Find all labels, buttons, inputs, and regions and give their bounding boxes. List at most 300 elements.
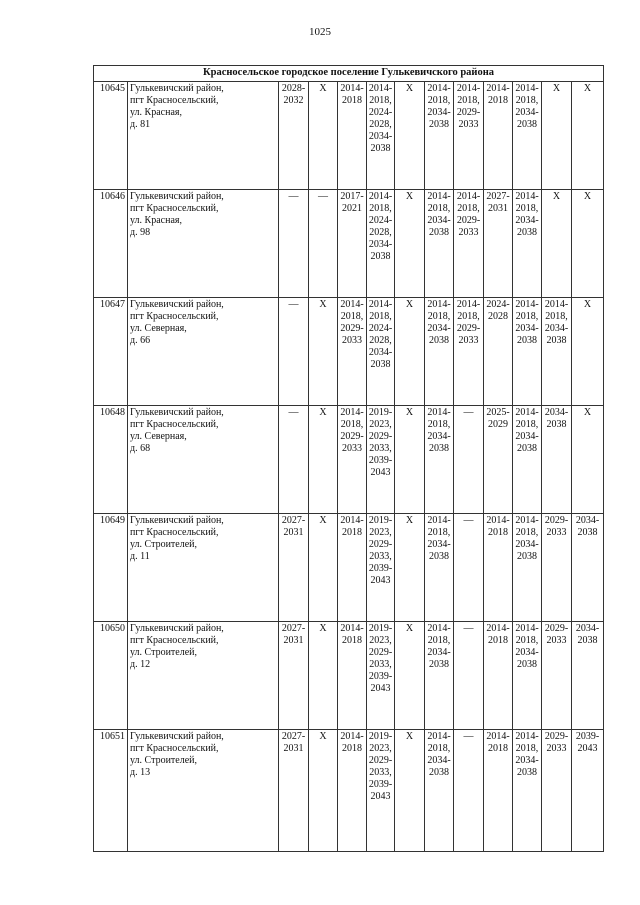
period-line: 2033 (458, 335, 479, 346)
period-line: 2034- (515, 107, 539, 118)
period-line: 2028 (488, 311, 508, 322)
period-cell (425, 730, 454, 852)
address-line: пгт Красносельский, (130, 95, 219, 106)
table-row (94, 514, 604, 622)
address-line: д. 66 (130, 335, 151, 346)
period-line: 2029- (544, 731, 569, 742)
period-line: 2038 (370, 143, 391, 154)
period-cell (454, 190, 484, 298)
period-cell (572, 730, 604, 852)
period-line: 2034- (575, 623, 600, 634)
period-line: 2031 (283, 635, 304, 646)
period-line: — (288, 407, 299, 418)
period-line: 2034- (368, 131, 393, 142)
period-line: 2014- (515, 623, 539, 634)
period-line: 2039- (368, 563, 393, 574)
period-line: — (288, 299, 299, 310)
period-line: 2038 (429, 443, 449, 454)
period-line: 2029 (488, 419, 508, 430)
table-row (94, 406, 604, 514)
period-line: 2018 (488, 527, 508, 538)
period-line: X (405, 407, 414, 418)
period-cell (425, 514, 454, 622)
period-line: — (463, 407, 474, 418)
period-line: 2028- (281, 83, 306, 94)
period-line: 2024- (368, 215, 393, 226)
period-line: 2029- (456, 323, 481, 334)
period-line: 2024- (368, 323, 393, 334)
address-line: пгт Красносельский, (130, 743, 219, 754)
period-cell (309, 298, 338, 406)
row-number: 10648 (94, 406, 128, 514)
period-line: 2014- (340, 299, 364, 310)
period-line: 2029- (340, 431, 364, 442)
address-line: д. 68 (130, 443, 151, 454)
address-line: Гулькевичский район, (130, 731, 224, 742)
period-line: 2014- (515, 731, 539, 742)
period-line: 2027- (281, 515, 306, 526)
period-line: 2017- (340, 191, 364, 202)
period-line: 2018, (427, 95, 451, 106)
period-cell (279, 622, 309, 730)
period-cell (513, 730, 542, 852)
period-cell (338, 298, 367, 406)
period-cell (338, 82, 367, 190)
period-line: 2014- (544, 299, 569, 310)
address-line: ул. Строителей, (130, 647, 198, 658)
period-line: 2029- (456, 215, 481, 226)
period-line: 2033 (546, 635, 567, 646)
period-line: 2014- (427, 407, 451, 418)
period-cell (484, 730, 513, 852)
period-cell (395, 190, 425, 298)
period-line: 2033 (546, 527, 567, 538)
period-cell (572, 82, 604, 190)
period-cell (513, 406, 542, 514)
period-line: 2039- (368, 455, 393, 466)
period-line: 2018, (427, 635, 451, 646)
period-line: 2033, (369, 767, 392, 778)
period-line: 2014- (486, 515, 510, 526)
period-line: 2018 (342, 95, 362, 106)
period-line: 2038 (517, 659, 537, 670)
period-line: X (405, 515, 414, 526)
period-line: 2014- (427, 731, 451, 742)
period-line: 2014- (368, 83, 393, 94)
period-line: 2028, (369, 335, 392, 346)
period-line: 2014- (486, 83, 510, 94)
period-line: 2034- (515, 755, 539, 766)
period-line: 2029- (544, 623, 569, 634)
row-number: 10651 (94, 730, 128, 852)
period-line: 2014- (456, 191, 481, 202)
period-cell (338, 730, 367, 852)
address-line: Гулькевичский район, (130, 191, 224, 202)
period-line: 2038 (517, 767, 537, 778)
address-cell (128, 514, 279, 622)
period-line: 2038 (517, 443, 537, 454)
period-line: 2014- (456, 299, 481, 310)
address-line: пгт Красносельский, (130, 635, 219, 646)
period-line: 2034- (515, 323, 539, 334)
address-line: Гулькевичский район, (130, 299, 224, 310)
period-line: 2033 (342, 335, 362, 346)
period-cell (572, 514, 604, 622)
period-line: 2033 (458, 227, 479, 238)
period-line: 2027- (281, 731, 306, 742)
period-line: 2043 (370, 791, 391, 802)
period-line: 2018 (488, 743, 508, 754)
period-line: 2038 (577, 527, 598, 538)
table-row (94, 82, 604, 190)
period-line: 2039- (575, 731, 600, 742)
period-line: 2025- (486, 407, 510, 418)
period-line: 2027- (281, 623, 306, 634)
period-line: 2034- (575, 515, 600, 526)
period-cell (484, 298, 513, 406)
period-cell (279, 82, 309, 190)
period-cell (309, 82, 338, 190)
period-line: 2018 (342, 527, 362, 538)
period-cell (425, 82, 454, 190)
period-line: X (405, 191, 414, 202)
address-cell (128, 622, 279, 730)
address-line: д. 11 (130, 551, 150, 562)
section-header-row (94, 66, 604, 82)
period-cell (572, 622, 604, 730)
period-line: 2018, (457, 311, 480, 322)
period-cell (309, 730, 338, 852)
row-number: 10650 (94, 622, 128, 730)
period-line: 2033 (342, 443, 362, 454)
period-cell (279, 190, 309, 298)
period-line: 2014- (427, 515, 451, 526)
period-line: 2029- (456, 107, 481, 118)
period-line: 2018, (340, 311, 364, 322)
period-line: 2034- (427, 647, 451, 658)
period-line: 2014- (427, 299, 451, 310)
period-cell (395, 514, 425, 622)
period-line: 2038 (517, 119, 537, 130)
period-cell (572, 298, 604, 406)
period-line: 2018, (515, 527, 539, 538)
period-line: 2038 (370, 359, 391, 370)
period-cell (367, 190, 395, 298)
period-line: 2018, (515, 95, 539, 106)
period-line: 2038 (577, 635, 598, 646)
period-cell (542, 514, 572, 622)
period-cell (484, 514, 513, 622)
period-cell (279, 514, 309, 622)
period-line: 2023, (369, 635, 392, 646)
period-line: 2034- (368, 239, 393, 250)
period-line: 2038 (517, 551, 537, 562)
period-line: 2014- (515, 83, 539, 94)
period-line: 2018 (342, 743, 362, 754)
period-line: X (319, 299, 327, 310)
period-cell (513, 514, 542, 622)
period-line: 2018, (427, 311, 451, 322)
period-line: 2038 (429, 119, 449, 130)
period-line: X (319, 623, 327, 634)
period-line: 2018, (515, 743, 539, 754)
period-cell (395, 406, 425, 514)
period-line: 2034- (515, 539, 539, 550)
address-line: ул. Строителей, (130, 755, 198, 766)
period-line: 2024- (368, 107, 393, 118)
address-cell (128, 190, 279, 298)
period-line: 2019- (368, 731, 393, 742)
period-line: 2034- (427, 323, 451, 334)
address-line: ул. Северная, (130, 323, 187, 334)
period-line: 2034- (427, 539, 451, 550)
period-line: 2043 (577, 743, 598, 754)
period-line: 2014- (340, 515, 364, 526)
period-cell (542, 82, 572, 190)
period-line: 2034- (427, 107, 451, 118)
period-line: 2033 (546, 743, 567, 754)
section-title: Красносельское городское поселение Гулькевичского района (94, 66, 604, 82)
period-line: 2028, (369, 227, 392, 238)
period-cell (484, 622, 513, 730)
period-line: X (405, 623, 414, 634)
address-line: Гулькевичский район, (130, 515, 224, 526)
period-line: X (319, 515, 327, 526)
period-line: 2038 (429, 659, 449, 670)
period-cell (542, 190, 572, 298)
period-line: 2033, (369, 443, 392, 454)
period-line: 2043 (370, 575, 391, 586)
period-line: 2014- (340, 623, 364, 634)
period-line: 2023, (369, 419, 392, 430)
period-cell (454, 82, 484, 190)
period-line: 2038 (546, 335, 567, 346)
period-line: 2031 (283, 527, 304, 538)
table-row (94, 730, 604, 852)
period-line: 2018, (515, 203, 539, 214)
period-line: 2018, (369, 95, 392, 106)
period-line: 2014- (340, 731, 364, 742)
period-line: — (463, 623, 474, 634)
address-cell (128, 298, 279, 406)
table-row (94, 190, 604, 298)
period-line: X (319, 731, 327, 742)
period-cell (367, 298, 395, 406)
period-line: X (405, 299, 414, 310)
period-line: 2038 (429, 767, 449, 778)
period-line: 2043 (370, 683, 391, 694)
period-cell (309, 622, 338, 730)
period-line: 2039- (368, 671, 393, 682)
period-line: 2034- (544, 323, 569, 334)
period-cell (484, 82, 513, 190)
period-line: 2038 (429, 227, 449, 238)
period-line: 2019- (368, 515, 393, 526)
period-line: 2029- (544, 515, 569, 526)
period-line: 2038 (517, 335, 537, 346)
period-line: 2018, (545, 311, 568, 322)
period-line: 2018, (515, 311, 539, 322)
period-cell (513, 190, 542, 298)
period-line: 2014- (486, 623, 510, 634)
address-line: ул. Красная, (130, 107, 182, 118)
address-line: д. 81 (130, 119, 151, 130)
period-line: 2014- (515, 515, 539, 526)
period-line: X (552, 83, 561, 94)
address-line: д. 12 (130, 659, 151, 670)
period-line: 2038 (429, 551, 449, 562)
period-line: 2018 (488, 635, 508, 646)
period-cell (484, 190, 513, 298)
address-line: Гулькевичский район, (130, 83, 224, 94)
period-cell (513, 622, 542, 730)
period-line: 2033 (458, 119, 479, 130)
period-line: — (463, 515, 474, 526)
period-line: — (318, 191, 328, 202)
address-line: д. 13 (130, 767, 151, 778)
period-line: 2034- (515, 215, 539, 226)
period-cell (513, 298, 542, 406)
period-line: 2029- (368, 647, 393, 658)
period-line: X (583, 83, 592, 94)
period-line: 2018, (515, 635, 539, 646)
period-cell (542, 730, 572, 852)
period-line: 2018, (427, 743, 451, 754)
period-line: 2014- (456, 83, 481, 94)
period-line: 2038 (429, 335, 449, 346)
period-line: 2038 (517, 227, 537, 238)
period-line: 2014- (368, 299, 393, 310)
period-line: 2043 (370, 467, 391, 478)
period-line: 2018 (342, 635, 362, 646)
period-line: 2029- (368, 539, 393, 550)
period-line: 2032 (283, 95, 304, 106)
period-line: 2018, (369, 311, 392, 322)
period-cell (395, 298, 425, 406)
row-number: 10646 (94, 190, 128, 298)
period-line: X (405, 731, 414, 742)
period-line: 2031 (283, 743, 304, 754)
period-line: 2034- (544, 407, 569, 418)
period-cell (542, 406, 572, 514)
period-cell (367, 730, 395, 852)
table-row (94, 622, 604, 730)
period-cell (542, 298, 572, 406)
period-line: 2023, (369, 743, 392, 754)
housing-schedule-table (93, 65, 604, 852)
address-line: пгт Красносельский, (130, 527, 219, 538)
period-cell (425, 298, 454, 406)
period-cell (572, 406, 604, 514)
period-cell (454, 514, 484, 622)
period-line: X (583, 407, 592, 418)
period-line: 2034- (368, 347, 393, 358)
period-line: X (319, 407, 327, 418)
period-cell (395, 622, 425, 730)
period-line: 2034- (427, 215, 451, 226)
address-line: ул. Красная, (130, 215, 182, 226)
period-line: 2014- (427, 623, 451, 634)
period-cell (338, 622, 367, 730)
period-line: 2033, (369, 551, 392, 562)
period-cell (542, 622, 572, 730)
period-line: 2014- (486, 731, 510, 742)
period-cell (454, 298, 484, 406)
period-line: 2024- (486, 299, 510, 310)
address-line: ул. Северная, (130, 431, 187, 442)
address-line: Гулькевичский район, (130, 623, 224, 634)
period-line: 2038 (546, 419, 567, 430)
address-line: пгт Красносельский, (130, 419, 219, 430)
period-line: — (288, 191, 299, 202)
period-line: 2018, (427, 203, 451, 214)
row-number: 10647 (94, 298, 128, 406)
period-line: — (463, 731, 474, 742)
period-cell (367, 406, 395, 514)
period-line: 2033, (369, 659, 392, 670)
period-cell (572, 190, 604, 298)
period-line: 2018, (427, 419, 451, 430)
period-line: 2031 (488, 203, 508, 214)
period-line: 2038 (370, 251, 391, 262)
period-line: 2027- (486, 191, 510, 202)
period-line: 2014- (427, 83, 451, 94)
address-line: ул. Строителей, (130, 539, 198, 550)
period-cell (425, 190, 454, 298)
period-line: 2034- (427, 755, 451, 766)
table-row (94, 298, 604, 406)
period-line: 2014- (515, 407, 539, 418)
row-number: 10649 (94, 514, 128, 622)
period-cell (309, 406, 338, 514)
period-cell (454, 730, 484, 852)
period-line: 2014- (515, 299, 539, 310)
period-line: 2014- (368, 191, 393, 202)
period-cell (425, 622, 454, 730)
period-cell (279, 406, 309, 514)
period-line: 2018, (457, 95, 480, 106)
address-cell (128, 406, 279, 514)
period-line: 2019- (368, 407, 393, 418)
period-cell (367, 622, 395, 730)
period-line: 2034- (515, 431, 539, 442)
address-line: пгт Красносельский, (130, 203, 219, 214)
period-line: 2018, (369, 203, 392, 214)
period-cell (367, 514, 395, 622)
period-cell (454, 406, 484, 514)
period-cell (395, 730, 425, 852)
period-cell (279, 298, 309, 406)
period-cell (484, 406, 513, 514)
period-cell (279, 730, 309, 852)
period-line: 2018, (515, 419, 539, 430)
period-cell (425, 406, 454, 514)
row-number: 10645 (94, 82, 128, 190)
period-cell (513, 82, 542, 190)
period-cell (338, 190, 367, 298)
period-cell (338, 514, 367, 622)
period-line: 2029- (368, 431, 393, 442)
period-line: 2023, (369, 527, 392, 538)
period-line: 2029- (368, 755, 393, 766)
address-line: д. 98 (130, 227, 151, 238)
period-line: 2014- (340, 83, 364, 94)
period-line: 2014- (427, 191, 451, 202)
period-line: 2014- (515, 191, 539, 202)
period-line: 2021 (342, 203, 362, 214)
address-cell (128, 730, 279, 852)
period-cell (309, 190, 338, 298)
